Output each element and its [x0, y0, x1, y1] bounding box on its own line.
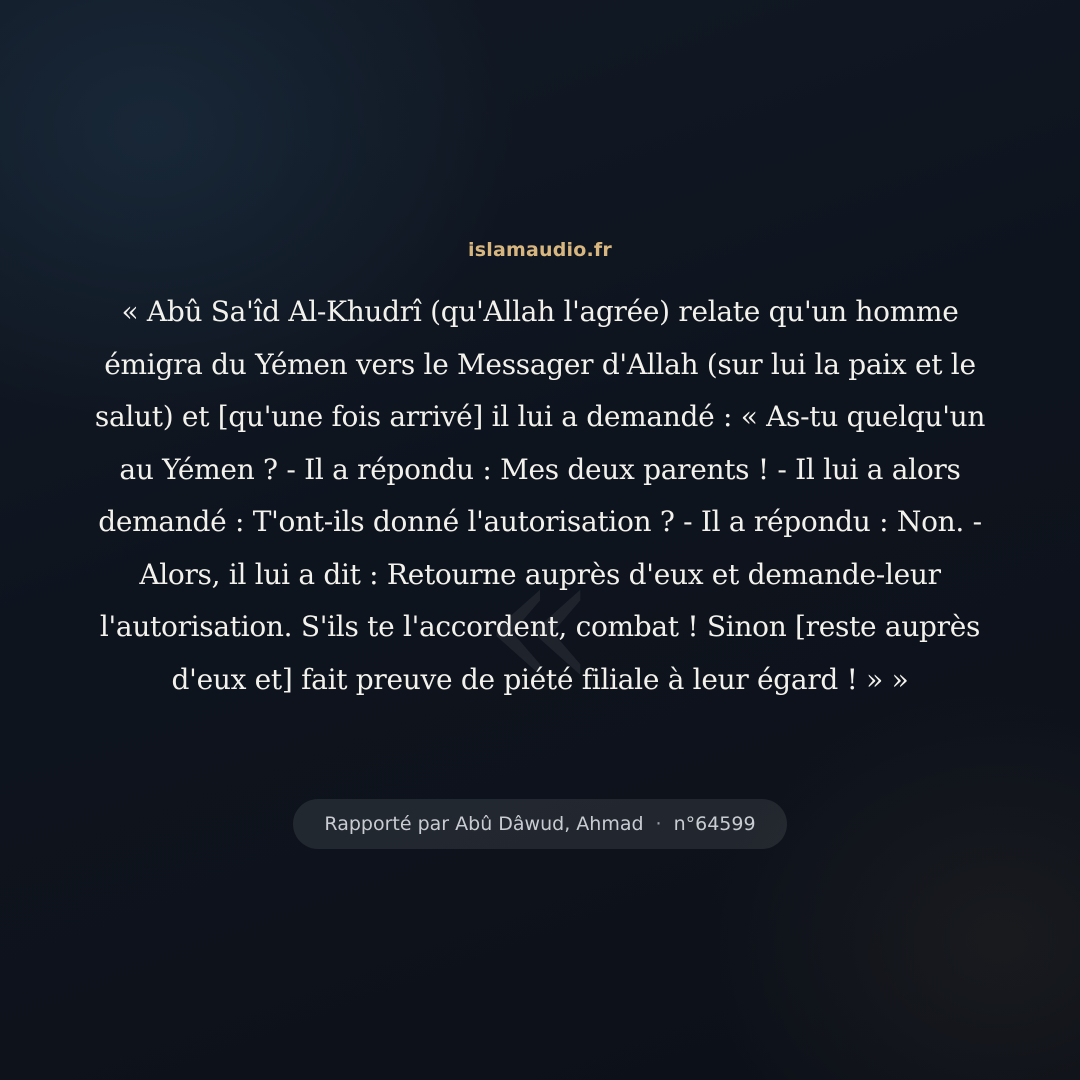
quote-mark-watermark-icon: «	[481, 512, 599, 733]
source-badge	[293, 799, 787, 849]
source-separator: ·	[655, 813, 662, 835]
source-reported-by: Rapporté par Abû Dâwud, Ahmad	[324, 813, 644, 835]
site-name: islamaudio.fr	[468, 239, 612, 261]
hadith-number: n°64599	[673, 813, 756, 835]
hadith-text: « Abû Sa'îd Al-Khudrî (qu'Allah l'agrée) relate qu'un homme émigra du Yémen vers le Messager d'Allah (sur lui la paix et le salut) et [qu'une fois arrivé] il lui a demandé : « As-tu quelqu'un au Yémen ? - Il a répondu : Mes deux parents ! - Il lui a alors demandé : T'ont-ils donné l'autorisation ? - Il a répondu : Non. - Alors, il lui a dit : Retourne auprès d'eux et demande-leur l'autorisation. S'ils te l'accordent, combat ! Sinon [reste auprès d'eux et] fait preuve de piété filiale à leur égard ! » »	[94, 295, 986, 696]
